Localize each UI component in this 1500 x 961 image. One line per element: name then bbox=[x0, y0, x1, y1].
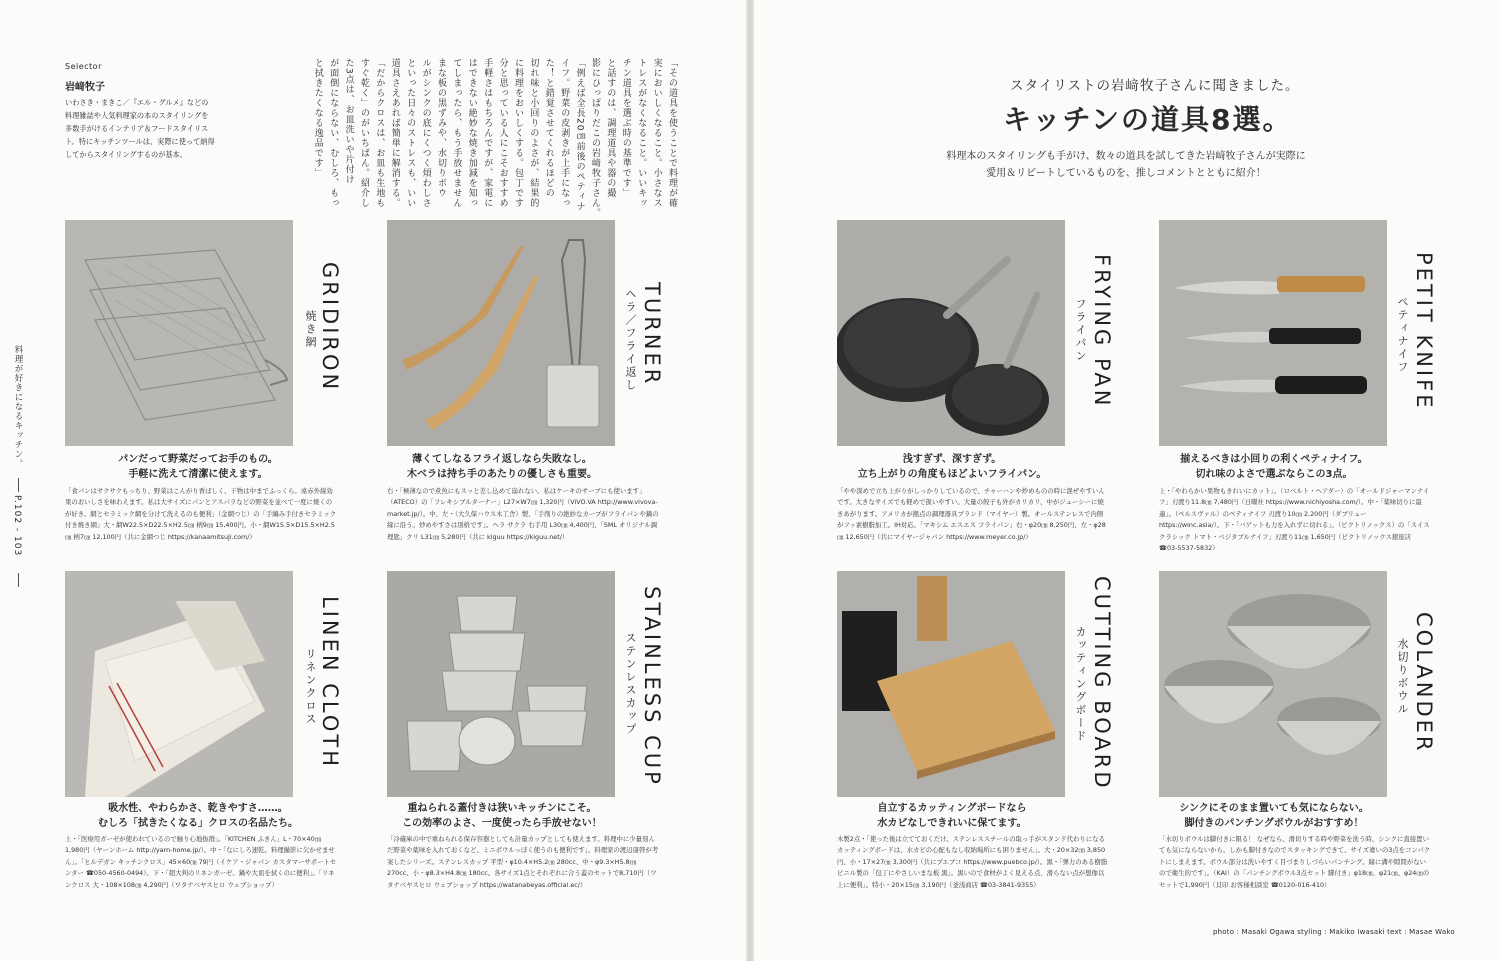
page-folio: P.102 - 103 bbox=[12, 495, 22, 557]
cutting-board-icon bbox=[837, 571, 1065, 797]
intro-column: はできない絶妙な焼き加減を知っ bbox=[466, 58, 477, 208]
item-lead-line: むしろ「拭きたくなる」クロスの名品たち。 bbox=[98, 818, 298, 829]
intro-column: 影にひっぱりだこの岩﨑牧子さん。 bbox=[590, 58, 600, 218]
item-title-en: GRIDIRON bbox=[318, 262, 342, 393]
item-title-en: FRYING PAN bbox=[1090, 254, 1114, 409]
intro-column: 分と思っている人にこそおすすめ bbox=[497, 58, 508, 208]
intro-column: てしまったら、もう手放せません bbox=[451, 58, 462, 208]
turner-photo bbox=[387, 220, 615, 446]
intro-column: に料理をおいしくする。包丁です bbox=[513, 58, 523, 208]
item-lead bbox=[68, 801, 328, 831]
folio-rule-bottom bbox=[18, 573, 19, 587]
intro-column: 切れ味と小回りのよさが、結果的 bbox=[528, 58, 539, 208]
intro-column: た3点は、お皿洗いや片付け bbox=[343, 58, 354, 185]
intro-column: と拭きたくなる逸品です」 bbox=[312, 58, 323, 178]
frying-pan-photo bbox=[837, 220, 1065, 446]
spine-gutter bbox=[746, 0, 754, 961]
item-title-ja: ペティナイフ bbox=[1396, 296, 1409, 374]
intro-column: チン道具を選ぶ時の基準です」 bbox=[620, 58, 631, 198]
item-title-en: LINEN CLOTH bbox=[318, 596, 342, 770]
item-title-ja: 水切りボウル bbox=[1396, 638, 1409, 716]
linen-cloth-icon bbox=[65, 571, 293, 797]
item-lead-line: 自立するカッティングボードなら bbox=[877, 803, 1027, 814]
item-body: 「やや深めで立ち上がりがしっかりしているので、チャーハンや炒めものの時に混ぜやすいんです。大きなサイズでも軽めで扱いやすい。大量の餃子も外がカリカリ、中がジューシーに焼きあがります。アメリカが拠点の調理器具ブランド（マイヤー）製。オールステンレスで内側がフッ素樹脂加工。IH対応。「マキシム エスエス フライパン」右・φ20㎝ 8,250円、左・φ28㎝ 12,650円（共にマイヤージャパン https://www.meyer.co.jp/） bbox=[837, 487, 1106, 541]
stainless-cup-icon bbox=[387, 571, 615, 797]
colander-icon bbox=[1159, 571, 1387, 797]
turner-icon bbox=[387, 220, 615, 446]
item-title-en: COLANDER bbox=[1412, 612, 1436, 754]
item-body: 上・「やわらかい果物もきれいにカット」。（ロベルト・ヘアダー）の「オールドジャーマンナイフ」刃渡り11.8㎝ 7,480円（日曜社 https://www.nichiyosha.com/）。中・「薬味切りに最適」。（ペルスヴァル）のペティナイフ 刃渡り10㎝ 2,200円（ダブリュー https://winc.asia/）。下・「バゲットも力を入れずに切れる」。（ビクトリノックス）の「スイスクラシック トマト・ベジタブルナイフ」刃渡り11㎝ 1,650円（ビクトリノックス銀座店 ☎03-5537-5832） bbox=[1159, 487, 1430, 553]
item-title-ja: カッティングボード bbox=[1074, 626, 1087, 743]
intro-column: と話すのは、調理道具や器の撮 bbox=[605, 58, 616, 198]
item-lead-line: 重ねられる蓋付きは狭いキッチンにこそ。 bbox=[407, 803, 597, 814]
item-title-ja: フライパン bbox=[1074, 298, 1087, 363]
item-lead-line: 手軽に洗えて清潔に使えます。 bbox=[128, 469, 268, 480]
item-body: 「食パンはサクサクもっちり、野菜はこんがり香ばしく、干物は中までふっくら。遠赤外線効果のおいしさを味わえます。私は大サイズにパンとアスパラなどの野菜を並べて一度に焼くのが好き。網とセラミック網を分けて洗えるのも便利」（金網つじ）の「手編み手付きセラミック付き焼き網」大・網W22.5×D22.5×H2.5㎝ 柄9㎝ 15,400円、小・網W15.5×D15.5×H2.5㎝ 柄7㎝ 12,100円（共に金網つじ https://kanaamitsuji.com/） bbox=[65, 487, 337, 541]
item-body: 右・「極薄なので煮魚にもスッと差し込めて崩れない。私はケーキのサーブにも使います」（ATECO）の「フレキシブルターナー」L27×W7㎝ 1,320円（ViVO.VA http://www.vivova-market.jp/）。中、左・（大久保ハウス木工舎）製、「手削りの絶妙なカーブがフライパンや鍋の縁に沿う。炒めやすさは別格です」。ヘラ サクラ 右手用 L30㎝ 4,400円、「SML オリジナル調理匙」クリ L31㎝ 5,280円（共に kiguu https://kiguu.net/） bbox=[387, 487, 659, 541]
selector-bio: いわさき・まきこ／『エル・グルメ』などの料理雑誌や人気料理家の本のスタイリングを多数手がけるインテリア＆フードスタイリスト。特にキッチンツールは、実際に使って納得してからスタイリングするのが基本。 bbox=[65, 98, 215, 159]
intro-column: 道具さえあれば簡単に解消する。 bbox=[389, 58, 400, 208]
selector-label: Selector bbox=[65, 62, 102, 71]
item-title-en: STAINLESS CUP bbox=[640, 586, 664, 787]
gridiron-photo bbox=[65, 220, 293, 446]
item-title-ja: 焼き網 bbox=[304, 310, 317, 349]
item-title-ja: リネンクロス bbox=[304, 648, 317, 726]
intro-column: 「その道具を使うことで料理が確 bbox=[667, 58, 677, 208]
item-lead-line: 浅すぎず、深すぎず。 bbox=[902, 454, 1002, 465]
cutting-board-photo bbox=[837, 571, 1065, 797]
stainless-cup-photo bbox=[387, 571, 615, 797]
item-lead-line: 薄くてしなるフライ返しなら失敗なし。 bbox=[412, 454, 592, 465]
item-lead-line: 揃えるべきは小回りの利くペティナイフ。 bbox=[1180, 454, 1368, 465]
frying-pan-icon bbox=[837, 220, 1065, 446]
item-lead bbox=[372, 801, 632, 831]
hero-subtitle: スタイリストの岩﨑牧子さんに聞きました。 bbox=[1010, 78, 1300, 94]
item-title-en: TURNER bbox=[640, 282, 664, 387]
item-lead bbox=[822, 801, 1082, 831]
petit-knife-photo bbox=[1159, 220, 1387, 446]
item-lead bbox=[68, 452, 328, 482]
intro-column: すぐ乾く」のがいちばん。紹介し bbox=[359, 58, 369, 208]
intro-column: 手軽さはもちろんですが、家電に bbox=[482, 58, 493, 208]
folio-rule-top bbox=[18, 478, 19, 492]
item-lead bbox=[372, 452, 632, 482]
photo-credits: photo : Masaki Ogawa styling : Makiko Iwasaki text : Masae Wako bbox=[1213, 928, 1455, 936]
intro-column: イフ。野菜の皮剥きが上手になっ bbox=[559, 58, 570, 208]
hero-title: キッチンの道具8選。 bbox=[1003, 103, 1293, 136]
item-lead-line: パンだって野菜だってお手のもの。 bbox=[118, 454, 278, 465]
item-lead-line: 水カビなしできれいに保てます。 bbox=[877, 818, 1027, 829]
item-body: 木製2点・「使った後は立てておくだけ。ステンレススチールの取っ手がスタンド代わりになるカッティングボードは、水カビの心配もなし収納場所にも困りません」。大・20×32㎝ 3,850円、小・17×27㎝ 3,300円（共にプエブコ https://www.puebco.jp/）。黒・「弾力のある樹脂ビニル製の「包丁にやさしいまな板 黒」。黒いので食材がよく見える点、滑らない点が想像以上に便利」。特小・20×15㎝ 3,190円（釜浅商店 ☎03-3841-9355） bbox=[837, 835, 1108, 889]
item-lead bbox=[1144, 801, 1404, 831]
colander-photo bbox=[1159, 571, 1387, 797]
petit-knife-icon bbox=[1159, 220, 1387, 446]
intro-column: ルがシンクの底にくつく煩わしさ bbox=[420, 58, 431, 208]
intro-column: 実においしくなること。小さなス bbox=[651, 58, 662, 208]
hero-description: 料理本のスタイリングも手がけ、数々の道具を試してきた岩﨑牧子さんが実際に愛用＆リピートしているものを、推しコメントとともに紹介！ bbox=[946, 151, 1306, 179]
item-lead-line: この効率のよさ、一度使ったら手放せない！ bbox=[402, 818, 602, 829]
intro-column: まな板の黒ずみや、水切りボウ bbox=[436, 58, 446, 198]
item-lead-line: シンクにそのまま置いても気にならない。 bbox=[1179, 803, 1369, 814]
selector-name: 岩﨑牧子 bbox=[65, 82, 105, 93]
item-lead-line: 木ベラは持ち手のあたりの優しさも重要。 bbox=[407, 469, 597, 480]
running-title: 料理が好きになるキッチン。 bbox=[13, 345, 23, 469]
intro-column: といった日々のストレスも、いい bbox=[405, 58, 416, 208]
item-lead bbox=[1144, 452, 1404, 482]
intro-column: た！と錯覚させてくれるほどの bbox=[543, 58, 554, 198]
item-body: 「冷蔵庫の中で重ねられる保存容器としても計量カップとしても使えます。料理中に少量刻んだ野菜や薬味を入れておくなど、ミニボウルっぽく使うのも便利です」。料理家の渡辺康啓が考案したシリーズ。ステンレスカップ 平型・φ10.4×H5.2㎝ 280cc、中・φ9.3×H5.8㎝ 270cc、小・φ8.3×H4.8㎝ 180cc。各サイズ1点とそれぞれに合う蓋のセットで8,710円（ワタナベヤスヒロ ウェブショップ https://watanabeyas.official.ec/） bbox=[387, 835, 659, 889]
item-title-en: PETIT KNIFE bbox=[1412, 252, 1436, 411]
intro-column: トレスがなくなること。いいキッ bbox=[636, 58, 647, 208]
item-lead-line: 切れ味のよさで選ぶならこの3点。 bbox=[1195, 469, 1353, 480]
intro-column: 「だからクロスは、お皿も生地も bbox=[374, 58, 385, 208]
item-title-ja: ステンレスカップ bbox=[624, 632, 637, 736]
linen-cloth-photo bbox=[65, 571, 293, 797]
item-lead-line: 脚付きのパンチングボウルがおすすめ！ bbox=[1184, 818, 1364, 829]
item-lead bbox=[822, 452, 1082, 482]
gridiron-icon bbox=[65, 220, 293, 446]
intro-column: 「例えば全長20㎝前後のペティナ bbox=[574, 58, 585, 212]
item-body: 「水切りボウルは脚付きに限る！ なぜなら、滑切りする時や野菜を洗う時、シンクに直接置いても気にならないから。しかも脚付きなのでスタッキングできて、サイズ違いの3点をコンパクトにしまえます。ボウル部分は洗いやすく目づまりしづらいパンチング。縁に溝や隙間がないので衛生的です」。（KAI）の「パンチングボウル3点セット 脚付き」φ18㎝、φ21㎝、φ24㎝のセットで1,990円（貝印 お客様相談室 ☎0120-016-410） bbox=[1159, 835, 1431, 889]
item-body: 上・「医療用ガーゼが使われているので触り心地抜群」。「KITCHEN ふきん」L・70×40㎝ 1,980円（ヤーンホーム http://yarn-home.jp/）。中・「なにしろ速乾。料理撮影に欠かせません」。「ヒルデガン キッチンクロス」45×60㎝ 79円（イケア・ジャパン カスタマーサポートセンター ☎050-4560-0494）。下・「超大判のリネンガーゼ。鍋や大皿を拭くのに便利」。「リネンクロス 大・108×108㎝ 4,290円（ワタナベヤスヒロ ウェブショップ） bbox=[65, 835, 337, 889]
item-lead-line: 吸水性、やわらかさ、乾きやすさ……。 bbox=[108, 803, 288, 814]
item-title-en: CUTTING BOARD bbox=[1090, 576, 1114, 791]
item-lead-line: 立ち上がりの角度もほどよいフライパン。 bbox=[857, 469, 1047, 480]
intro-column: が面倒にならない、むしろ、もっ bbox=[328, 58, 339, 208]
item-title-ja: ヘラ／フライ返し bbox=[624, 288, 637, 392]
